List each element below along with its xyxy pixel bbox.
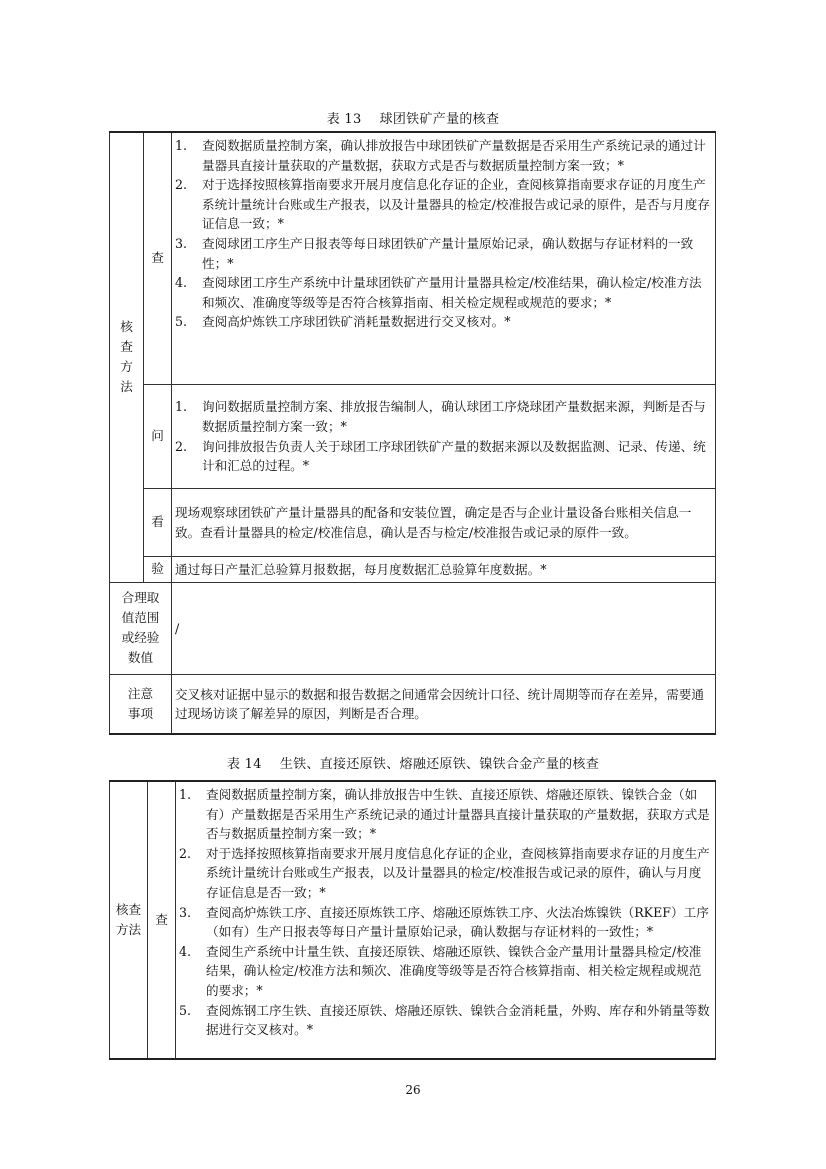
- table13-verify-row: [110, 556, 716, 582]
- list-item: 2. 对于选择按照核算指南要求开展月度信息化存证的企业，查阅核算指南要求存证的月度生产系统计量统计台账或生产报表，以及计量器具的检定/校准报告或记录的原件，确认与月度存证信息是否一致；*: [179, 845, 710, 900]
- list-item: 4. 查阅球团工序生产系统中计量球团铁矿产量用计量器具检定/校准结果，确认检定/校准方法和频次、准确度等级等是否符合核算指南、相关检定规程或规范的要求；*: [175, 275, 702, 310]
- table13-note-header: [110, 674, 172, 734]
- table13-check-cell: [172, 132, 716, 384]
- list-item: 2. 对于选择按照核算指南要求开展月度信息化存证的企业，查阅核算指南要求存证的月度生产系统计量统计台账或生产报表，以及计量器具的检定/校准报告或记录的原件，是否与月度存证信息一致；*: [175, 177, 710, 232]
- list-item: 5. 查阅高炉炼铁工序球团铁矿消耗量数据进行交叉核对。*: [175, 314, 511, 330]
- table13-check-row: [110, 132, 716, 384]
- table13-look-cell: 现场观察球团铁矿产量计量器具的配备和安装位置，确定是否与企业计量设备台账相关信息一致。查看计量器具的检定/校准信息，确认是否与检定/校准报告或记录的原件一致。: [172, 488, 716, 556]
- table13-ask-row: [110, 384, 716, 488]
- table13: [109, 131, 716, 735]
- table13-range-cell: /: [172, 582, 716, 674]
- list-item: 3. 查阅球团工序生产日报表等每日球团铁矿产量计量原始记录，确认数据与存证材料的一致性；*: [175, 235, 694, 271]
- page-number: 26: [405, 1083, 421, 1097]
- table14: [109, 780, 716, 1060]
- list-item: 5. 查阅炼钢工序生铁、直接还原铁、熔融还原铁、镍铁合金消耗量，外购、库存和外销量等数据进行交叉核对。*: [179, 1002, 710, 1038]
- table14-method-label: 核查方法: [115, 902, 142, 937]
- table14-check-cell: [176, 781, 716, 1059]
- list-item: 1. 查阅数据质量控制方案，确认排放报告中球团铁矿产量数据是否采用生产系统记录的通过计量器具直接计量获取的产量数据，获取方式是否与数据质量控制方案一致；*: [175, 138, 706, 173]
- table14-method-header: [110, 781, 148, 1059]
- list-item: 3. 查阅高炉炼铁工序、直接还原炼铁工序、熔融还原炼铁工序、火法冶炼镍铁（RKEF）工序（如有）生产日报表等每日产量计量原始记录，确认数据与存证材料的一致性；*: [179, 904, 709, 940]
- table13-range-row: [110, 582, 716, 674]
- table13-verify-header: 验: [144, 556, 172, 582]
- list-item: 1. 查阅数据质量控制方案，确认排放报告中生铁、直接还原铁、熔融还原铁、镍铁合金（如有）产量数据是否采用生产系统记录的通过计量器具直接计量获取的产量数据，获取方式是否与数据质量控制方案一致；*: [179, 787, 710, 842]
- table14-check-row: [110, 781, 716, 1059]
- table13-check-header: 查: [144, 132, 172, 384]
- table13-method-label: 核查方法: [120, 319, 133, 395]
- table13-number: 表 13: [326, 112, 362, 127]
- table13-method-header: [110, 132, 144, 582]
- table13-note-row: [110, 674, 716, 734]
- table13-verify-cell: 通过每日产量汇总验算月报数据，每月度数据汇总验算年度数据。*: [172, 556, 716, 582]
- table13-ask-list: [175, 397, 713, 475]
- table14-check-list: [179, 785, 713, 1040]
- table14-caption: [0, 753, 826, 772]
- list-item: 1. 询问数据质量控制方案、排放报告编制人，确认球团工序烧球团产量数据来源，判断是否与数据质量控制方案一致；*: [175, 399, 706, 434]
- table13-note-label: 注意事项: [127, 685, 154, 721]
- table14-check-header: 查: [148, 781, 176, 1059]
- table13-look-row: [110, 488, 716, 556]
- table14-number: 表 14: [226, 757, 262, 772]
- table13-ask-cell: [172, 384, 716, 488]
- table13-title: 球团铁矿产量的核查: [379, 112, 500, 127]
- list-item: 2. 询问排放报告负责人关于球团工序球团铁矿产量的数据来源以及数据监测、记录、传递、统计和汇总的过程。*: [175, 438, 706, 474]
- table13-ask-header: 问: [144, 384, 172, 488]
- table13-note-cell: 交叉核对证据中显示的数据和报告数据之间通常会因统计口径、统计周期等而存在差异，需要通过现场访谈了解差异的原因，判断是否合理。: [172, 674, 716, 734]
- table13-look-header: 看: [144, 488, 172, 556]
- table14-title: 生铁、直接还原铁、熔融还原铁、镍铁合金产量的核查: [279, 757, 600, 772]
- table13-range-header: [110, 582, 172, 674]
- table13-check-list: [175, 136, 713, 332]
- list-item: 4. 查阅生产系统中计量生铁、直接还原铁、熔融还原铁、镍铁合金产量用计量器具检定/校准结果，确认检定/校准方法和频次、准确度等级等是否符合核算指南、相关检定规程或规范的要求；*: [179, 943, 702, 998]
- table13-range-label: 合理取值范围或经验数值: [121, 590, 160, 665]
- table13-caption: [0, 108, 826, 127]
